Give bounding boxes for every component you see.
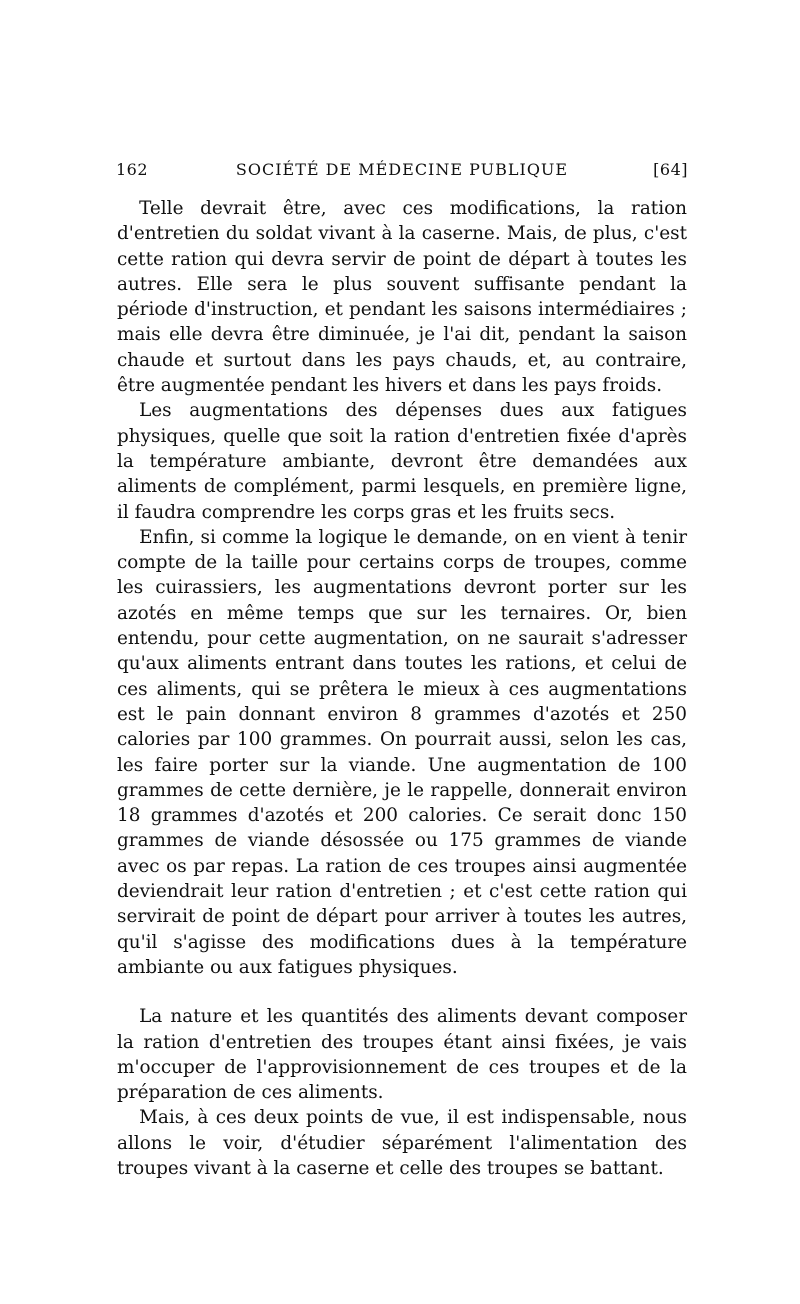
page-number: 162 — [116, 160, 149, 179]
paragraph: Telle devrait être, avec ces modifications, la ration d'entretien du soldat vivant à la caserne. Mais, de plus, c'est cette ration qui devra servir de point de départ à toutes les autres. Elle sera le plus souvent suffisante pendant la période d'instruction, et pendant les saisons intermédiaires ; mais elle devra être diminuée, je l'ai dit, pendant la saison chaude et surtout dans les pays chauds, et, au contraire, être augmentée pendant les hivers et dans les pays froids. — [117, 198, 687, 397]
running-title: SOCIÉTÉ DE MÉDECINE PUBLIQUE — [235, 160, 569, 179]
paragraph: Les augmentations des dépenses dues aux fatigues physiques, quelle que soit la ration d'entretien fixée d'après la température ambiante, devront être demandées aux aliments de complément, parmi lesquels, en première ligne, il faudra comprendre les corps gras et les fruits secs. — [117, 400, 687, 523]
running-header — [116, 160, 688, 190]
paragraph: La nature et les quantités des aliments devant composer la ration d'entretien des troupes étant ainsi fixées, je vais m'occuper de l'approvisionnement de ces troupes et de la préparation de ces aliments. — [117, 1006, 687, 1104]
body-text — [117, 196, 687, 1181]
paragraph: Enfin, si comme la logique le demande, on en vient à tenir compte de la taille pour certains corps de troupes, comme les cuirassiers, les augmentations devront porter sur les azotés en même temps que sur les ternaires. Or, bien entendu, pour cette augmentation, on ne saurait s'adresser qu'aux aliments entrant dans toutes les rations, et celui de ces aliments, qui se prêtera le mieux à ces augmentations est le pain donnant environ 8 grammes d'azotés et 250 calories par 100 grammes. On pourrait aussi, selon les cas, les faire porter sur la viande. Une augmentation de 100 grammes de cette dernière, je le rappelle, donnerait environ 18 grammes d'azotés et 200 calories. Ce serait donc 150 grammes de viande désossée ou 175 grammes de viande avec os par repas. La ration de ces troupes ainsi augmentée deviendrait leur ration d'entretien ; et c'est cette ration qui servirait de point de départ pour arriver à toutes les autres, qu'il s'agisse des modifications dues à la température ambiante ou aux fatigues physiques. — [117, 526, 687, 978]
paragraph: Mais, à ces deux points de vue, il est indispensable, nous allons le voir, d'étudier séparément l'alimentation des troupes vivant à la caserne et celle des troupes se battant. — [117, 1107, 687, 1179]
signature-mark: [64] — [653, 160, 688, 179]
